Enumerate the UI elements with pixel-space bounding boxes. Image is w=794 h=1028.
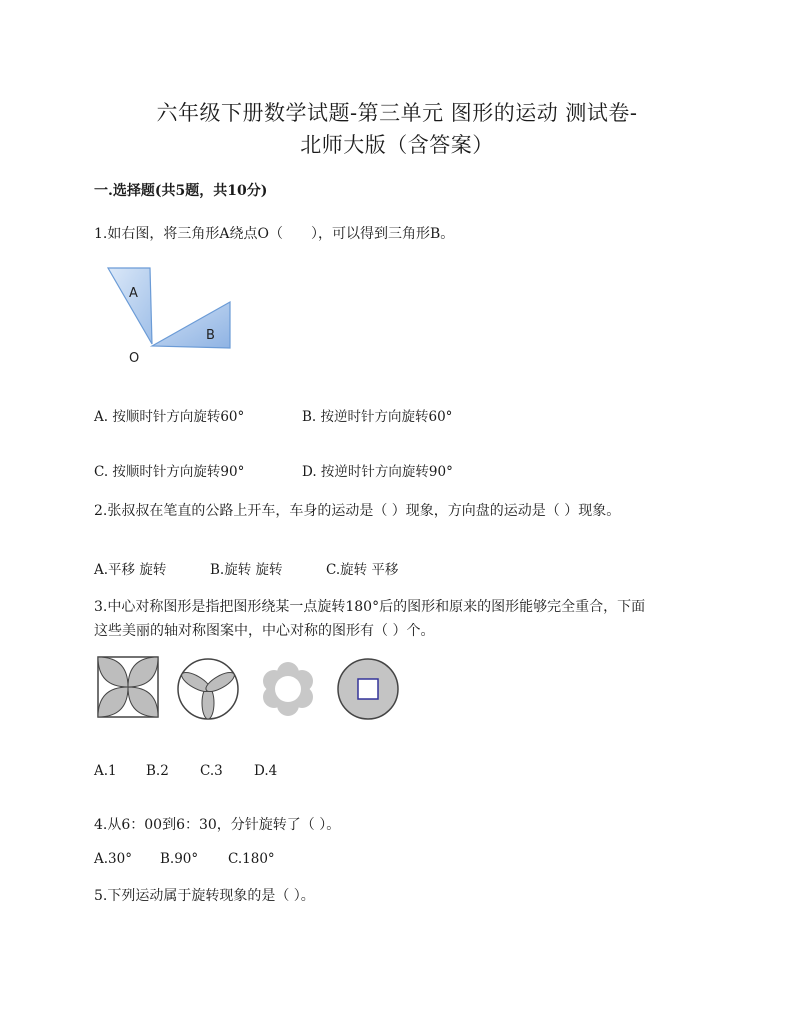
question-5-text: 5.下列运动属于旋转现象的是（ ）。 <box>94 888 315 904</box>
question-3-option-b: B.2 <box>146 763 169 779</box>
question-2-option-b: B.旋转 旋转 <box>210 562 283 578</box>
question-1-option-b: B. 按逆时针方向旋转60° <box>302 409 453 425</box>
triangle-a <box>108 268 152 344</box>
question-3-option-d: D.4 <box>254 763 278 779</box>
question-3-option-a: A.1 <box>94 763 117 779</box>
triangle-a-label: A <box>129 286 138 301</box>
document-title-line-1: 六年级下册数学试题-第三单元 图形的运动 测试卷- <box>156 101 638 125</box>
question-4-option-c: C.180° <box>228 851 275 867</box>
question-4-option-b: B.90° <box>160 851 199 867</box>
pattern-coin-square-hole <box>338 659 398 719</box>
question-1-text: 1.如右图，将三角形A绕点O（ ），可以得到三角形B。 <box>94 226 455 242</box>
question-2-text: 2.张叔叔在笔直的公路上开车，车身的运动是（ ）现象，方向盘的运动是（ ）现象。 <box>94 503 621 519</box>
question-4-option-a: A.30° <box>94 851 132 867</box>
section-heading: 一.选择题(共5题，共10分) <box>94 183 268 199</box>
question-3-text-line-2: 这些美丽的轴对称图案中，中心对称的图形有（ ）个。 <box>94 623 435 639</box>
triangle-b-label: B <box>206 328 215 343</box>
point-o-label: O <box>129 351 140 366</box>
question-2-option-a: A.平移 旋转 <box>94 562 167 578</box>
question-1-option-c: C. 按顺时针方向旋转90° <box>94 464 245 480</box>
pattern-square-flower <box>98 657 158 717</box>
pattern-circle-three-petals <box>178 659 238 719</box>
question-4-text: 4.从6：00到6：30，分针旋转了（ ）。 <box>94 817 341 833</box>
document-title-line-2: 北师大版（含答案） <box>300 133 494 157</box>
question-1-option-d: D. 按逆时针方向旋转90° <box>302 464 453 480</box>
question-2-option-c: C.旋转 平移 <box>326 562 399 578</box>
pattern-flower-ring <box>263 662 313 716</box>
question-1-option-a: A. 按顺时针方向旋转60° <box>94 409 245 425</box>
question-3-text-line-1: 3.中心对称图形是指把图形绕某一点旋转180°后的图形和原来的图形能够完全重合，下面 <box>94 599 646 615</box>
symmetry-patterns-figure <box>96 655 416 725</box>
triangle-b <box>152 302 230 348</box>
question-3-option-c: C.3 <box>200 763 223 779</box>
rotation-triangles-figure <box>100 262 260 372</box>
